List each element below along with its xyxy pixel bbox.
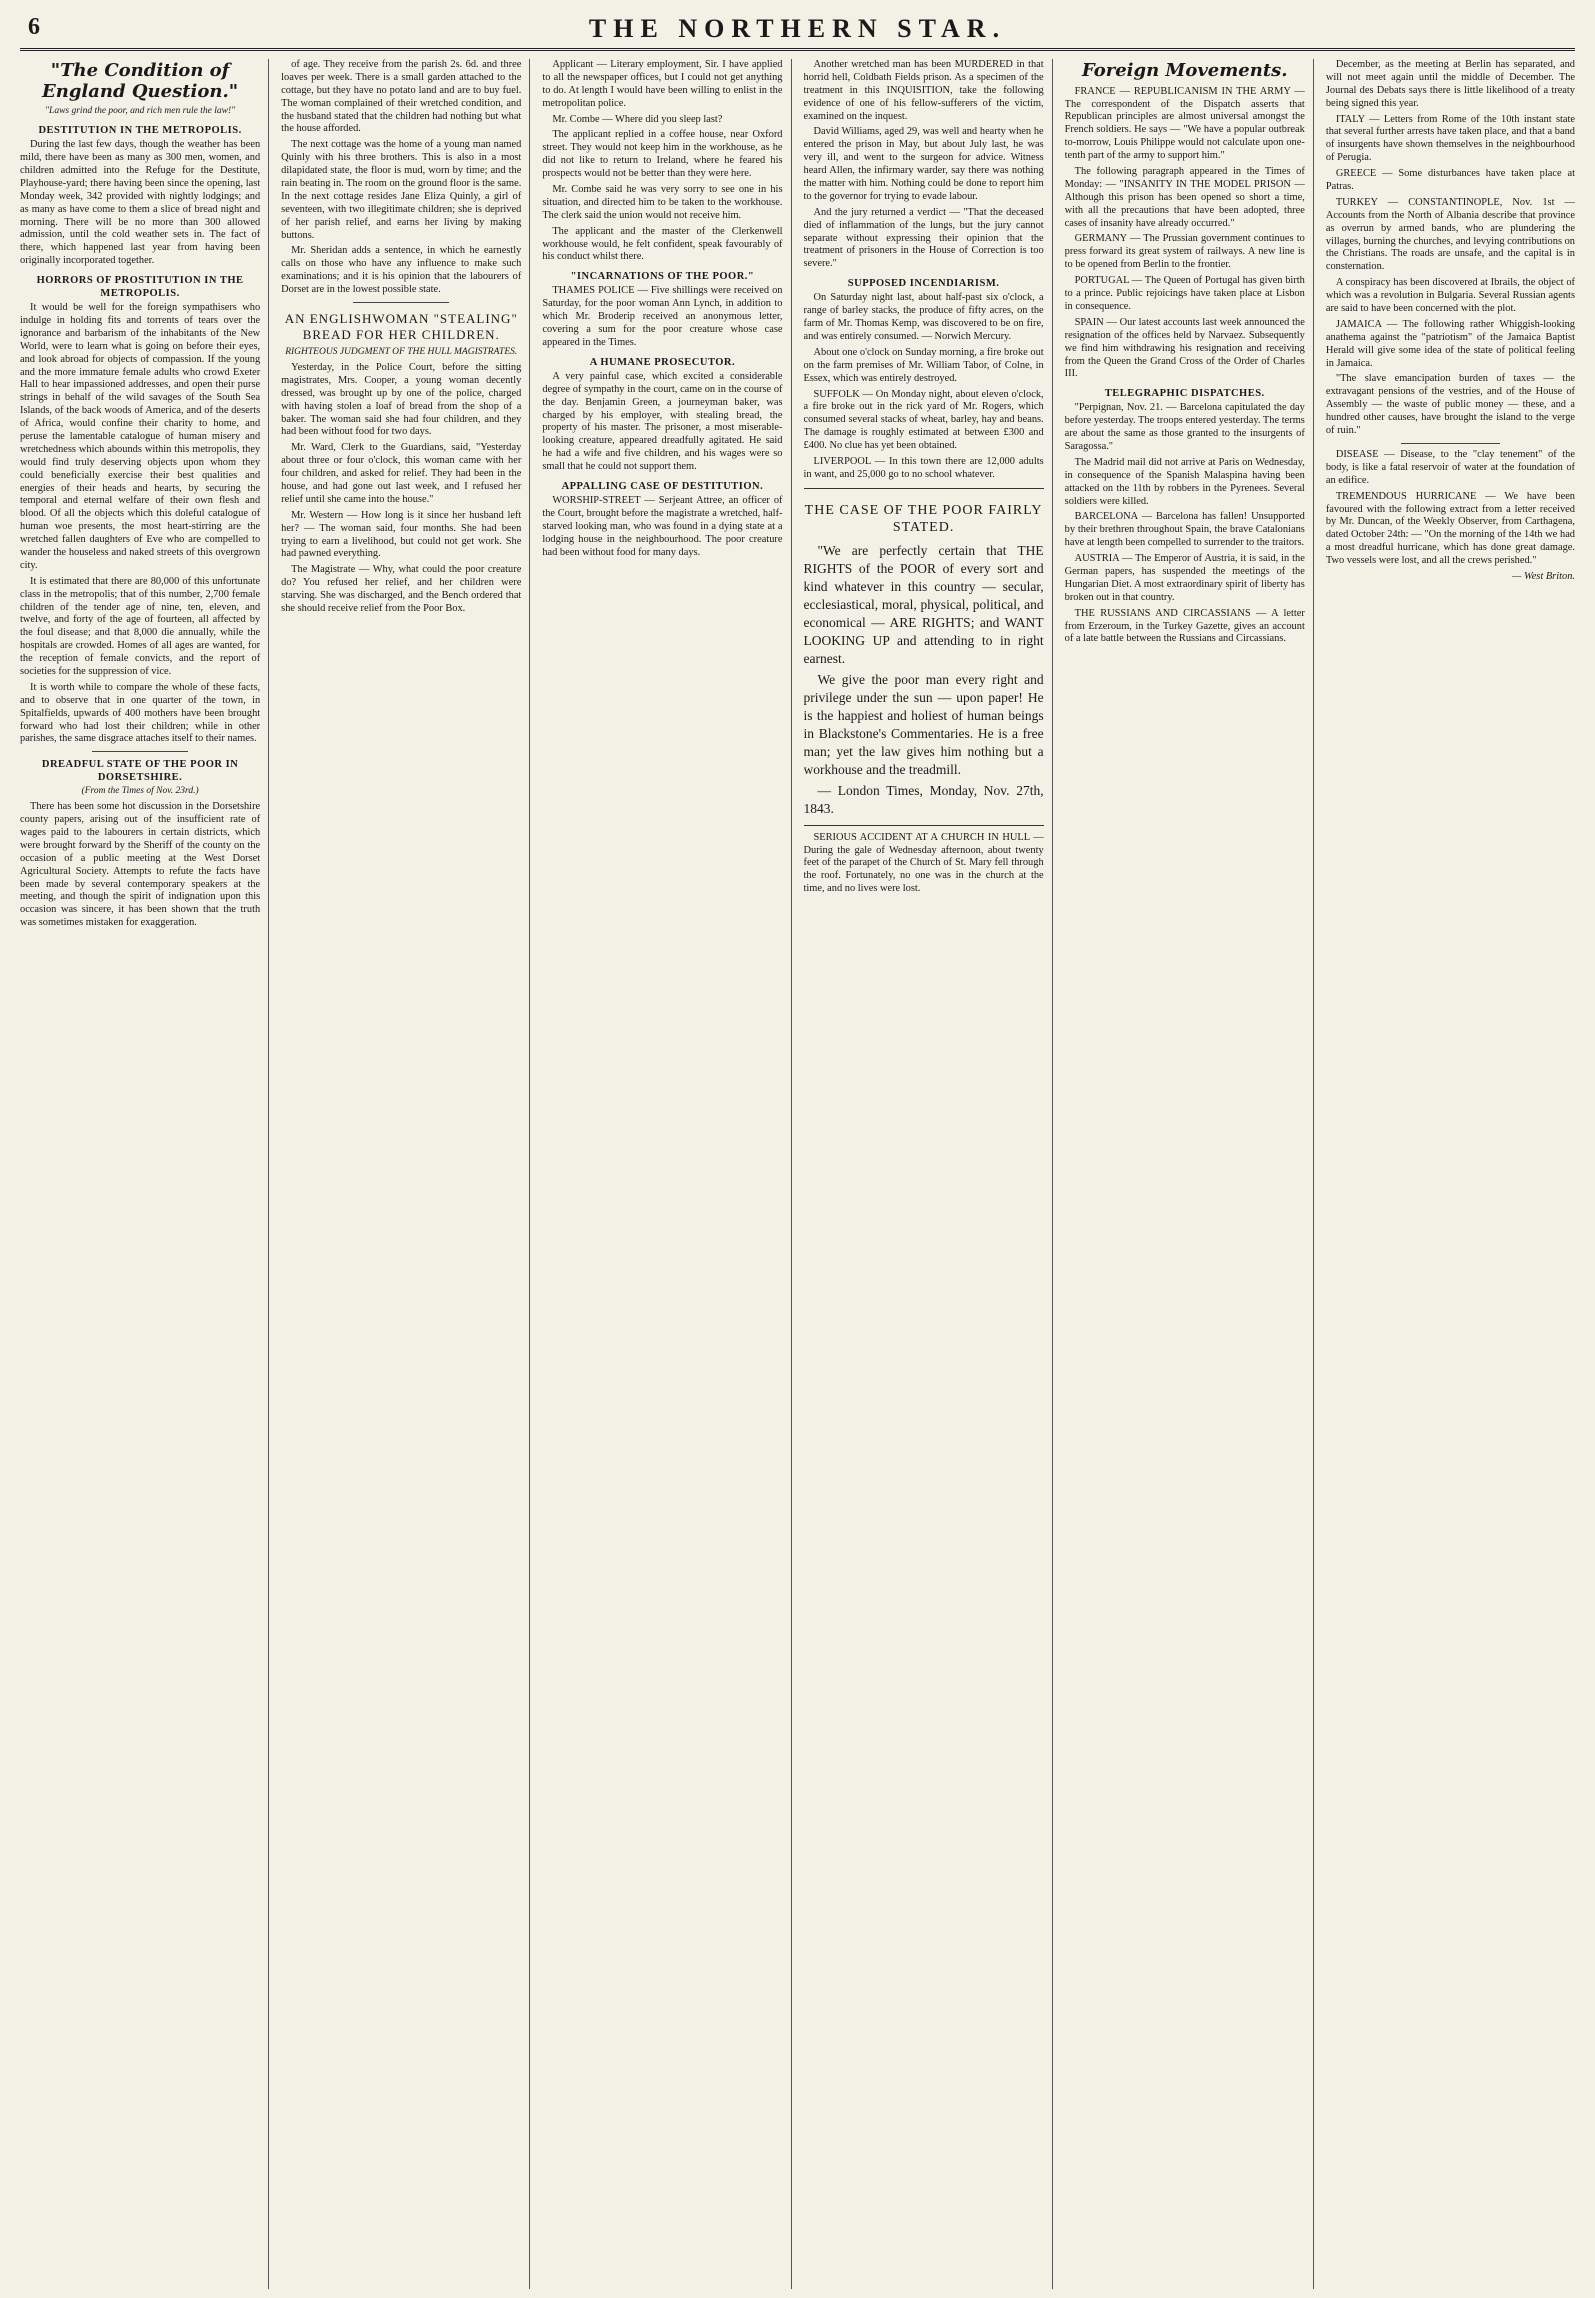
article-paragraph: There has been some hot discussion in the Dorsetshire county papers, arising out of the insufficient rate of wages paid to the labourers in certain districts, which were brought forward by the Sheriff of the county on the occasion of a public meeting at the West Dorset Agricultural Society. Attempts to refute the facts have been made by several contemporary speakers at the meeting, and though the spirit of indignation upon this occasion was sincere, it has been shown that the truth was sometimes mistaken for exaggeration. <box>20 801 261 929</box>
article-paragraph: DISEASE — Disease, to the "clay tenement" of the body, is like a fatal reservoir of water at the foundation of an edifice. <box>1325 448 1575 486</box>
article-paragraph: Yesterday, in the Police Court, before the sitting magistrates, Mrs. Cooper, a young woman decently dressed, was brought up by one of the police, charged with having stolen a loaf of bread from the shop of a baker. The woman said she had four children, and they had been without food for two days. <box>281 362 522 438</box>
article-paragraph: The following paragraph appeared in the Times of Monday: — "INSANITY IN THE MODEL PRISON — Although this prison has been opened so short a time, with all the precautions that have been adopted, three cases of insanity have already occurred." <box>1064 166 1305 229</box>
article-paragraph: The applicant and the master of the Clerkenwell workhouse would, he felt confident, speak favourably of his conduct whilst there. <box>542 225 783 263</box>
article-paragraph: On Saturday night last, about half-past six o'clock, a range of barley stacks, the produce of fifty acres, on the farm of Mr. Thomas Kemp, was discovered to be on fire, and was entirely consumed. — Norwich Mercury. <box>803 292 1044 342</box>
article-paragraph: SUFFOLK — On Monday night, about eleven o'clock, a fire broke out in the rick yard of Mr. Rogers, which consumed several stacks of wheat, barley, hay and beans. The damage is roughly estimated at between £300 and £400. No clue has yet been obtained. <box>803 388 1044 452</box>
article-paragraph: It would be well for the foreign sympathisers who indulge in holding fits and torrents of tears over the ignorance and barbarism of the inhabitants of the New World, were to learn what is going on before their eyes, and look abroad for objects of compassion. If the young and the more immature female adults who crowd Exeter Hall to hear impassioned addresses, and open their purse strings in behalf of the wild savages of the South Sea Islands, of the back woods of America, and of the deserts of Africa, would confine their charity to home, and peruse the lamentable catalogue of human misery and wretchedness which abounds within this metropolis, they would find truly deserving objects upon whom they could beneficially exercise their best qualities and energies of their heads and hearts, by securing the temporal and eternal welfare of their own flesh and blood. Of all the objects which this doleful catalogue of human woe presents, the most heart-stirring are the wretched fallen daughters of Eve who are compelled to wander the houseless and naked streets of this overgrown city. <box>20 302 261 571</box>
article-source: (From the Times of Nov. 23rd.) <box>81 786 199 797</box>
article-heading: DREADFUL STATE OF THE POOR IN DORSETSHIRE. <box>41 759 239 784</box>
article-paragraph: Mr. Western — How long is it since her husband left her? — The woman said, four months. She had been trying to earn a livelihood, but could not get work. She had pawned everything. <box>281 509 522 560</box>
epigraph: "Laws grind the poor, and rich men rule the law!" <box>45 106 236 117</box>
article-paragraph: AUSTRIA — The Emperor of Austria, it is said, in the German papers, has suspended the meetings of the Hungarian Diet. A most extraordinary spirit of liberty has broken out in that country. <box>1064 553 1305 603</box>
article-paragraph: The Madrid mail did not arrive at Paris on Wednesday, in consequence of the Spanish Malaspina having been attacked on the 11th by robbers in the Pyrenees. Several soldiers were killed. <box>1064 456 1305 507</box>
article-paragraph: A very painful case, which excited a considerable degree of sympathy in the court, came on in the course of the day. Benjamin Green, a journeyman baker, was charged by his employer, with stealing bread, the property of his master. The prisoner, a most miserable-looking creature, appeared dreadfully agitated. He said he had a wife and five children, and his wages were so small that he could not support them. <box>542 370 783 473</box>
article-paragraph: GREECE — Some disturbances have taken place at Patras. <box>1325 168 1575 193</box>
featured-editorial <box>804 488 1044 826</box>
editorial-paragraph: "We are perfectly certain that THE RIGHTS of the POOR of every sort and kind whatever in this country — secular, ecclesiastical, moral, physical, political, and economical — ARE RIGHTS; and WANT LOOKING UP and attending to in right earnest. <box>803 543 1044 667</box>
article-paragraph: ITALY — Letters from Rome of the 10th instant state that several further arrests have taken place, and that a band of insurgents have shown themselves in the neighbourhood of Perugia. <box>1325 113 1575 164</box>
article-paragraph: David Williams, aged 29, was well and hearty when he entered the prison in May, but about July last, he was very ill, and went to the surgeon for advice. Witness heard Allen, the infirmary warder, say there was nothing the matter with him. Nothing could be done to report him to the governor for trying to evade labour. <box>803 126 1044 202</box>
article-paragraph: About one o'clock on Sunday morning, a fire broke out on the farm premises of Mr. William Tabor, of Colne, in Essex, which was entirely destroyed. <box>803 346 1044 384</box>
article-paragraph: And the jury returned a verdict — "That the deceased died of inflammation of the lungs, but the jury cannot separate without expressing their opinion that the treatment of prisoners in the House of Correction is too severe." <box>803 206 1044 270</box>
page-number: 6 <box>28 14 40 40</box>
column-1 <box>20 59 269 2289</box>
column-3 <box>542 59 791 2289</box>
article-paragraph: It is worth while to compare the whole of these facts, and to observe that in one quarter of the town, in Spitalfields, upwards of 400 mothers have been brought forward who had lost their children; while in other parishes, the same disgrace attaches itself to their names. <box>20 681 261 745</box>
article-paragraph: THE RUSSIANS AND CIRCASSIANS — A letter from Erzeroum, in the Turkey Gazette, gives an account of a late battle between the Russians and Circassians. <box>1064 607 1305 645</box>
divider <box>92 751 188 752</box>
article-paragraph: TREMENDOUS HURRICANE — We have been favoured with the following extract from a letter received by Mr. Duncan, of the Weekly Observer, from Carthagena, dated October 24th: — "On the morning of the 14th we had a most dreadful hurricane, which has done great damage. Two vessels were lost, and all the crews perished." <box>1325 490 1575 567</box>
article-paragraph: GERMANY — The Prussian government continues to press forward its great system of railways. A new line is to be opened from Berlin to the frontier. <box>1064 233 1305 271</box>
article-paragraph: The applicant replied in a coffee house, near Oxford street. They would not keep him in the workhouse, as he did not like to return to Ireland, where he feared his prospects would not be better than they were here. <box>542 129 783 180</box>
article-paragraph: The next cottage was the home of a young man named Quinly with his three brothers. This is also in a most dilapidated state, the floor is mud, worn by time; and the rain beating in. The room on the ground floor is the same. In the next cottage resides Jane Eliza Quinly, a girl of seventeen, with two illegitimate children; she is deprived of her parish relief, and earns her living by making buttons. <box>281 139 522 241</box>
article-paragraph: LIVERPOOL — In this town there are 12,000 adults in want, and 25,000 go to no school whatever. <box>803 455 1044 480</box>
article-paragraph: SPAIN — Our latest accounts last week announced the resignation of the offices held by Narvaez. Subsequently we find him withdrawing his resignation and receiving from the Queen the Grand Cross of the Order of Charles III. <box>1064 316 1305 380</box>
newspaper-title: THE NORTHERN STAR. <box>588 14 1007 43</box>
article-paragraph: THAMES POLICE — Five shillings were received on Saturday, for the poor woman Ann Lynch, in addition to which Mr. Broderip received an anonymous letter, covering a sum for the poor creature whose case appeared in the Times. <box>542 285 783 348</box>
article-paragraph: Mr. Combe said he was very sorry to see one in his situation, and directed him to be taken to the workhouse. The clerk said the union would not receive him. <box>542 184 783 221</box>
divider <box>1401 443 1501 444</box>
article-paragraph: SERIOUS ACCIDENT AT A CHURCH IN HULL — During the gale of Wednesday afternoon, about twenty feet of the parapet of the Church of St. Mary fell through the roof. Fortunately, no one was in the church at the time, and no lives were lost. <box>803 831 1044 895</box>
article-paragraph: BARCELONA — Barcelona has fallen! Unsupported by their brethren throughout Spain, the brave Catalonians have at length been compelled to surrender to the traitors. <box>1064 511 1305 549</box>
article-heading: TELEGRAPHIC DISPATCHES. <box>1104 388 1265 400</box>
article-paragraph: A conspiracy has been discovered at Ibrails, the object of which was a revolution in Bulgaria. Several Russian agents are said to have been concerned with the plot. <box>1325 277 1575 315</box>
article-paragraph: of age. They receive from the parish 2s. 6d. and three loaves per week. There is a small garden attached to the cottage, but they have no potato land and are to buy fuel. The woman complained of their wretched condition, and the husband stated that the children had nothing but what the house afforded. <box>281 59 522 135</box>
article-heading: SUPPOSED INCENDIARISM. <box>847 278 1000 290</box>
columns <box>20 59 1575 2289</box>
article-paragraph: Mr. Sheridan adds a sentence, in which he earnestly calls on those who have any influence to make such examinations; and it is his opinion that the labourers of Dorset are in the lowest possible state. <box>281 245 522 296</box>
article-heading: APPALLING CASE OF DESTITUTION. <box>561 480 764 492</box>
editorial-heading: THE CASE OF THE POOR FAIRLY STATED. <box>804 502 1043 535</box>
editorial-body <box>804 542 1044 817</box>
masthead-rule <box>20 48 1575 51</box>
article-paragraph: PORTUGAL — The Queen of Portugal has given birth to a prince. Public rejoicings have taken place at Lisbon in consequence. <box>1064 275 1305 312</box>
article-paragraph: The Magistrate — Why, what could the poor creature do? You refused her relief, and her children were starving. She was discharged, and the Bench ordered that she should receive relief from the Poor Box. <box>281 564 522 615</box>
section-title: Foreign Movements. <box>1081 60 1288 81</box>
article-paragraph: "The slave emancipation burden of taxes — the extravagant pensions of the vestries, and of the House of Assembly — the waste of public money — these, and a hundred other causes, have brought the island to the verge of ruin." <box>1325 373 1575 437</box>
article-paragraph: During the last few days, though the weather has been mild, there have been as many as 300 men, women, and children admitted into the Refuge for the Destitute, Playhouse-yard; there having been since the opening, last Monday week, 342 provided with nightly lodgings; and as many as have come to them a slice of bread night and morning. There will be no more than 300 allowed admission, until the cold weather sets in. The fact of there, which happened last year from having been originally incorporated together. <box>20 139 261 267</box>
editorial-source: — London Times, Monday, Nov. 27th, 1843. <box>803 782 1044 816</box>
article-heading: HORRORS OF PROSTITUTION IN THE METROPOLIS. <box>36 275 244 300</box>
divider <box>353 302 449 303</box>
article-paragraph: TURKEY — CONSTANTINOPLE, Nov. 1st — Accounts from the North of Albania describe that province as overrun by armed bands, who are plundering the villages, burning the churches, and levying contributions on the Christians. The roads are unsafe, and the capital is in consternation. <box>1325 196 1575 273</box>
article-paragraph: Applicant — Literary employment, Sir. I have applied to all the newspaper offices, but I could not get anything to do. At length I would have been willing to enlist in the metropolitan police. <box>542 59 783 109</box>
article-paragraph: Mr. Combe — Where did you sleep last? <box>552 113 723 125</box>
article-paragraph: December, as the meeting at Berlin has separated, and will not meet again until the middle of December. The Journal des Debats says there is little likelihood of a treaty being signed this year. <box>1325 59 1575 109</box>
article-heading: DESTITUTION IN THE METROPOLIS. <box>38 125 242 137</box>
article-paragraph: FRANCE — REPUBLICANISM IN THE ARMY — The correspondent of the Dispatch asserts that Republican principles are almost universal amongst the French soldiers. He says — "We have a popular outbreak to-morrow, Louis Philippe would not calculate upon one-tenth part of the army to support him." <box>1064 85 1305 162</box>
section-title: "The Condition of England Question." <box>42 60 239 102</box>
article-heading: AN ENGLISHWOMAN "STEALING" BREAD FOR HER CHILDREN. <box>284 311 518 343</box>
article-paragraph: "Perpignan, Nov. 21. — Barcelona capitulated the day before yesterday. The troops entered yesterday. The terms are about the same as those granted to the insurgents of Saragossa." <box>1064 402 1305 452</box>
article-paragraph: JAMAICA — The following rather Whiggish-looking anathema against the "patriotism" of the Jamaica Baptist Herald will give some idea of the state of political feeling in Jamaica. <box>1325 318 1575 369</box>
column-5 <box>1065 59 1314 2289</box>
masthead <box>20 12 1575 46</box>
editorial-paragraph: We give the poor man every right and privilege under the sun — upon paper! He is the happiest and holiest of human beings in Blackstone's Commentaries. He is a free man; yet the law gives him nothing but a workhouse and the treadmill. <box>803 672 1044 777</box>
article-heading: "INCARNATIONS OF THE POOR." <box>570 271 755 283</box>
article-paragraph: Mr. Ward, Clerk to the Guardians, said, "Yesterday about three or four o'clock, this woman came with her four children, and asked for relief. They had been in the house, and had gone out last week, and I refused her relief until she came into the house." <box>281 442 522 505</box>
article-heading: A HUMANE PROSECUTOR. <box>589 356 736 368</box>
article-paragraph: WORSHIP-STREET — Serjeant Attree, an officer of the Court, brought before the magistrate a wretched, half-starved looking man, who was found in a dying state at a lodging house in the neighbourhood. The poor creature had been without food for many days. <box>542 494 783 558</box>
article-subheading: RIGHTEOUS JUDGMENT OF THE HULL MAGISTRATES. <box>285 347 518 358</box>
article-source: — West Briton. <box>1512 570 1575 582</box>
column-4 <box>804 59 1053 2289</box>
column-6 <box>1326 59 1575 2289</box>
article-paragraph: It is estimated that there are 80,000 of this unfortunate class in the metropolis; that of this number, 2,700 female children of the tender age of nine, ten, eleven, and twelve, and forty of the age of fourteen, all affected by the foul disease; and that 8,000 die annually, while the hospitals are crowded. Homes of all ages are wanted, for the reception of female convicts, and the report of societies for the suppression of vice. <box>20 575 261 678</box>
article-paragraph: Another wretched man has been MURDERED in that horrid hell, Coldbath Fields prison. As a specimen of the treatment in this INQUISITION, take the following evidence of one of his fellow-sufferers of the victim, examined on the inquest. <box>803 59 1044 122</box>
column-2 <box>281 59 530 2289</box>
